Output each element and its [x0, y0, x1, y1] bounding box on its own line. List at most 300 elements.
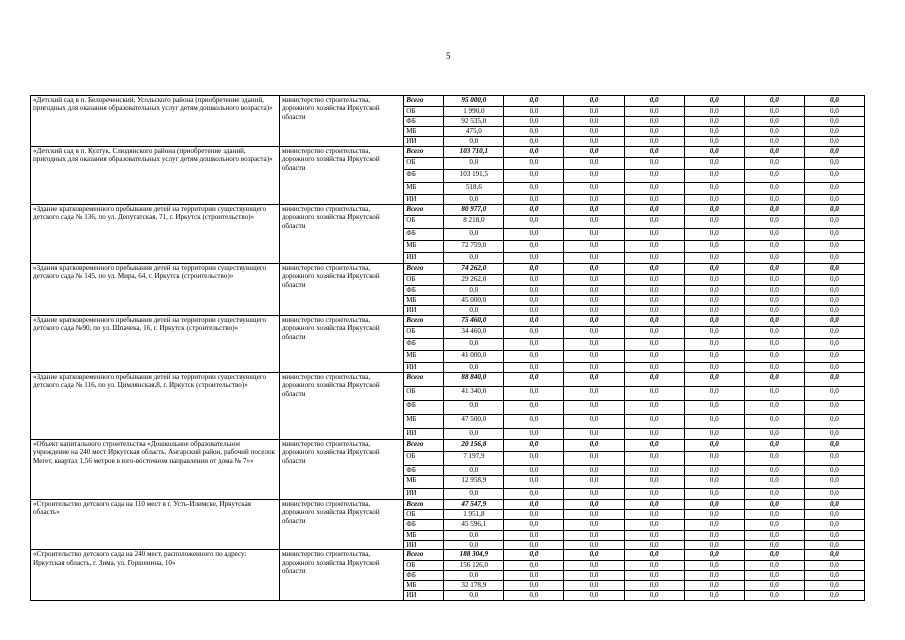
amount-cell: 0,0 [804, 117, 864, 127]
funding-source-cell: МБ [404, 183, 444, 195]
amount-cell: 0,0 [564, 327, 624, 339]
amount-cell: 0,0 [684, 466, 744, 476]
table-row [31, 96, 865, 107]
amount-cell: 0,0 [564, 205, 624, 216]
amount-cell: 0,0 [804, 195, 864, 205]
amount-cell: 0,0 [744, 229, 804, 241]
executor-cell: министерство строительства, дорожного хозяйства Иркутской области [279, 316, 403, 373]
executor-cell: министерство строительства, дорожного хозяйства Иркутской области [279, 264, 403, 316]
amount-cell: 0,0 [504, 264, 564, 275]
amount-cell: 0,0 [684, 339, 744, 351]
amount-cell: 92 535,0 [444, 117, 504, 127]
funding-source-cell: МБ [404, 415, 444, 429]
funding-source-cell: Всего [404, 264, 444, 275]
amount-cell: 0,0 [684, 510, 744, 520]
amount-cell: 0,0 [804, 591, 864, 601]
amount-cell: 0,0 [804, 205, 864, 216]
funding-source-cell: ФБ [404, 170, 444, 183]
funding-source-cell: Всего [404, 373, 444, 387]
amount-cell: 47 500,0 [444, 415, 504, 429]
amount-cell: 0,0 [564, 117, 624, 127]
amount-cell: 0,0 [504, 296, 564, 306]
amount-cell: 0,0 [804, 351, 864, 363]
amount-cell: 0,0 [684, 286, 744, 296]
amount-cell: 0,0 [564, 264, 624, 275]
amount-cell: 0,0 [684, 373, 744, 387]
amount-cell: 0,0 [444, 571, 504, 581]
amount-cell: 0,0 [744, 500, 804, 510]
amount-cell: 0,0 [564, 550, 624, 561]
amount-cell: 0,0 [804, 550, 864, 561]
amount-cell: 0,0 [444, 429, 504, 440]
amount-cell: 0,0 [624, 170, 684, 183]
amount-cell: 0,0 [624, 351, 684, 363]
table-row [31, 205, 865, 216]
amount-cell: 0,0 [564, 489, 624, 500]
amount-cell: 0,0 [504, 510, 564, 520]
funding-source-cell: Всего [404, 440, 444, 452]
amount-cell: 0,0 [564, 316, 624, 327]
funding-source-cell: ИИ [404, 541, 444, 550]
amount-cell: 0,0 [744, 581, 804, 591]
amount-cell: 0,0 [804, 158, 864, 170]
amount-cell: 0,0 [684, 205, 744, 216]
funding-source-cell: ФБ [404, 466, 444, 476]
amount-cell: 0,0 [624, 373, 684, 387]
funding-source-cell: Всего [404, 147, 444, 158]
amount-cell: 0,0 [744, 147, 804, 158]
amount-cell: 0,0 [744, 306, 804, 316]
amount-cell: 0,0 [624, 520, 684, 531]
amount-cell: 0,0 [804, 241, 864, 253]
table-row [31, 147, 865, 158]
amount-cell: 0,0 [684, 561, 744, 571]
amount-cell: 0,0 [804, 253, 864, 264]
funding-source-cell: МБ [404, 127, 444, 137]
amount-cell: 45 596,1 [444, 520, 504, 531]
amount-cell: 0,0 [624, 489, 684, 500]
amount-cell: 0,0 [564, 415, 624, 429]
amount-cell: 0,0 [504, 581, 564, 591]
amount-cell: 0,0 [804, 415, 864, 429]
amount-cell: 0,0 [504, 466, 564, 476]
object-name-cell: «Здание кратковременного пребывания детей на территории существующего детского сада № 116, по ул. Цимлянская,8, г. Иркутск (строительство)» [31, 373, 280, 440]
amount-cell: 0,0 [744, 476, 804, 489]
amount-cell: 0,0 [624, 147, 684, 158]
amount-cell: 0,0 [564, 253, 624, 264]
amount-cell: 0,0 [564, 107, 624, 117]
executor-cell: министерство строительства, дорожного хозяйства Иркутской области [279, 550, 403, 601]
amount-cell: 0,0 [504, 561, 564, 571]
amount-cell: 0,0 [744, 137, 804, 147]
amount-cell: 0,0 [624, 137, 684, 147]
table-row [31, 550, 865, 561]
amount-cell: 0,0 [684, 229, 744, 241]
amount-cell: 0,0 [684, 363, 744, 373]
amount-cell: 0,0 [684, 500, 744, 510]
amount-cell: 0,0 [504, 550, 564, 561]
amount-cell: 156 126,0 [444, 561, 504, 571]
amount-cell: 0,0 [744, 520, 804, 531]
amount-cell: 0,0 [564, 429, 624, 440]
amount-cell: 0,0 [684, 351, 744, 363]
object-name-cell: «Строительство детского сада на 110 мест в г. Усть-Илимске, Иркутская область» [31, 500, 280, 550]
amount-cell: 0,0 [624, 440, 684, 452]
amount-cell: 0,0 [804, 363, 864, 373]
amount-cell: 0,0 [684, 440, 744, 452]
funding-source-cell: МБ [404, 296, 444, 306]
amount-cell: 0,0 [744, 440, 804, 452]
amount-cell: 0,0 [804, 373, 864, 387]
amount-cell: 0,0 [624, 429, 684, 440]
amount-cell: 0,0 [564, 339, 624, 351]
amount-cell: 41 000,0 [444, 351, 504, 363]
amount-cell: 0,0 [744, 107, 804, 117]
amount-cell: 0,0 [744, 275, 804, 286]
funding-source-cell: Всего [404, 316, 444, 327]
amount-cell: 0,0 [564, 591, 624, 601]
amount-cell: 0,0 [744, 327, 804, 339]
amount-cell: 0,0 [804, 510, 864, 520]
amount-cell: 0,0 [804, 452, 864, 466]
amount-cell: 0,0 [684, 476, 744, 489]
amount-cell: 0,0 [444, 229, 504, 241]
amount-cell: 0,0 [804, 387, 864, 401]
amount-cell: 0,0 [684, 520, 744, 531]
amount-cell: 0,0 [504, 253, 564, 264]
amount-cell: 0,0 [504, 363, 564, 373]
funding-source-cell: ОБ [404, 452, 444, 466]
funding-source-cell: ИИ [404, 363, 444, 373]
amount-cell: 0,0 [624, 205, 684, 216]
amount-cell: 0,0 [624, 306, 684, 316]
amount-cell: 0,0 [564, 466, 624, 476]
amount-cell: 0,0 [564, 158, 624, 170]
amount-cell: 0,0 [804, 561, 864, 571]
amount-cell: 0,0 [804, 127, 864, 137]
amount-cell: 20 156,8 [444, 440, 504, 452]
amount-cell: 0,0 [504, 339, 564, 351]
amount-cell: 0,0 [744, 415, 804, 429]
amount-cell: 0,0 [564, 137, 624, 147]
funding-source-cell: ОБ [404, 107, 444, 117]
amount-cell: 0,0 [744, 170, 804, 183]
amount-cell: 0,0 [684, 591, 744, 601]
funding-source-cell: МБ [404, 241, 444, 253]
amount-cell: 0,0 [744, 241, 804, 253]
amount-cell: 0,0 [564, 275, 624, 286]
amount-cell: 0,0 [564, 373, 624, 387]
funding-source-cell: ИИ [404, 306, 444, 316]
amount-cell: 0,0 [804, 107, 864, 117]
amount-cell: 0,0 [504, 373, 564, 387]
amount-cell: 0,0 [624, 96, 684, 107]
funding-source-cell: МБ [404, 351, 444, 363]
amount-cell: 0,0 [564, 363, 624, 373]
amount-cell: 0,0 [684, 401, 744, 415]
amount-cell: 41 340,0 [444, 387, 504, 401]
amount-cell: 0,0 [444, 158, 504, 170]
amount-cell: 518,6 [444, 183, 504, 195]
object-name-cell: «Объект капитального строительства «Дошкольное образовательное учреждение на 240 мест Иркутская область, Ангарский район, рабочий поселок Мегет, квартал 1,56 метров в юго-восточном направлении от дома № 7»» [31, 440, 280, 500]
amount-cell: 0,0 [504, 351, 564, 363]
object-name-cell: «Здание кратковременного пребывания детей на территории существующего детского сада №90, по ул. Шпачека, 16, г. Иркутск (строительство)» [31, 316, 280, 373]
amount-cell: 0,0 [744, 591, 804, 601]
amount-cell: 0,0 [564, 571, 624, 581]
amount-cell: 1 990,0 [444, 107, 504, 117]
executor-cell: министерство строительства, дорожного хозяйства Иркутской области [279, 147, 403, 205]
amount-cell: 29 262,0 [444, 275, 504, 286]
amount-cell: 0,0 [804, 327, 864, 339]
amount-cell: 47 547,9 [444, 500, 504, 510]
amount-cell: 0,0 [744, 531, 804, 541]
amount-cell: 0,0 [504, 440, 564, 452]
amount-cell: 0,0 [684, 170, 744, 183]
executor-cell: министерство строительства, дорожного хозяйства Иркутской области [279, 373, 403, 440]
amount-cell: 74 262,0 [444, 264, 504, 275]
amount-cell: 0,0 [624, 117, 684, 127]
amount-cell: 0,0 [444, 541, 504, 550]
amount-cell: 475,0 [444, 127, 504, 137]
amount-cell: 0,0 [744, 561, 804, 571]
amount-cell: 0,0 [504, 452, 564, 466]
amount-cell: 0,0 [504, 571, 564, 581]
amount-cell: 0,0 [504, 275, 564, 286]
amount-cell: 0,0 [804, 531, 864, 541]
amount-cell: 8 218,0 [444, 216, 504, 229]
amount-cell: 0,0 [744, 571, 804, 581]
amount-cell: 0,0 [504, 591, 564, 601]
funding-source-cell: ИИ [404, 137, 444, 147]
amount-cell: 0,0 [444, 466, 504, 476]
amount-cell: 0,0 [504, 531, 564, 541]
amount-cell: 88 840,0 [444, 373, 504, 387]
object-name-cell: «Строительство детского сада на 240 мест, расположенного по адресу: Иркутская область, г. Зима, ул. Горшенина, 10» [31, 550, 280, 601]
amount-cell: 0,0 [804, 500, 864, 510]
amount-cell: 0,0 [744, 264, 804, 275]
amount-cell: 45 000,0 [444, 296, 504, 306]
amount-cell: 80 977,0 [444, 205, 504, 216]
amount-cell: 0,0 [624, 253, 684, 264]
amount-cell: 0,0 [444, 306, 504, 316]
funding-source-cell: ИИ [404, 591, 444, 601]
amount-cell: 0,0 [804, 264, 864, 275]
amount-cell: 0,0 [624, 216, 684, 229]
amount-cell: 0,0 [744, 205, 804, 216]
amount-cell: 0,0 [504, 127, 564, 137]
amount-cell: 0,0 [564, 401, 624, 415]
amount-cell: 0,0 [684, 253, 744, 264]
amount-cell: 0,0 [564, 561, 624, 571]
amount-cell: 34 460,0 [444, 327, 504, 339]
amount-cell: 188 304,9 [444, 550, 504, 561]
table-row [31, 264, 865, 275]
amount-cell: 0,0 [504, 541, 564, 550]
amount-cell: 0,0 [624, 327, 684, 339]
funding-source-cell: ИИ [404, 429, 444, 440]
amount-cell: 0,0 [804, 147, 864, 158]
amount-cell: 0,0 [624, 387, 684, 401]
amount-cell: 0,0 [444, 195, 504, 205]
amount-cell: 1 951,8 [444, 510, 504, 520]
amount-cell: 0,0 [564, 387, 624, 401]
funding-source-cell: ФБ [404, 117, 444, 127]
object-name-cell: «Детский сад в п. Култук, Слюдянского района (приобретение зданий, пригодных для оказания образовательных услуг детям дошкольного возраста)» [31, 147, 280, 205]
amount-cell: 0,0 [564, 476, 624, 489]
table-row [31, 316, 865, 327]
amount-cell: 0,0 [624, 550, 684, 561]
amount-cell: 0,0 [744, 373, 804, 387]
amount-cell: 0,0 [684, 127, 744, 137]
amount-cell: 0,0 [744, 541, 804, 550]
amount-cell: 0,0 [684, 275, 744, 286]
amount-cell: 0,0 [744, 339, 804, 351]
amount-cell: 0,0 [444, 253, 504, 264]
amount-cell: 0,0 [624, 286, 684, 296]
amount-cell: 0,0 [744, 387, 804, 401]
amount-cell: 0,0 [744, 429, 804, 440]
amount-cell: 0,0 [684, 429, 744, 440]
funding-source-cell: ИИ [404, 253, 444, 264]
amount-cell: 0,0 [804, 466, 864, 476]
amount-cell: 0,0 [504, 520, 564, 531]
amount-cell: 0,0 [744, 117, 804, 127]
amount-cell: 0,0 [504, 158, 564, 170]
funding-source-cell: Всего [404, 550, 444, 561]
amount-cell: 0,0 [684, 96, 744, 107]
amount-cell: 103 191,5 [444, 170, 504, 183]
funding-source-cell: ОБ [404, 327, 444, 339]
amount-cell: 0,0 [804, 275, 864, 286]
amount-cell: 0,0 [624, 571, 684, 581]
amount-cell: 0,0 [564, 127, 624, 137]
amount-cell: 0,0 [804, 520, 864, 531]
amount-cell: 72 759,0 [444, 241, 504, 253]
amount-cell: 0,0 [444, 363, 504, 373]
amount-cell: 0,0 [684, 452, 744, 466]
amount-cell: 0,0 [804, 96, 864, 107]
funding-source-cell: ОБ [404, 510, 444, 520]
amount-cell: 7 197,9 [444, 452, 504, 466]
amount-cell: 0,0 [624, 401, 684, 415]
object-name-cell: «Здания кратковременного пребывания детей на территории существующего детского сада № 145, по ул. Мира, 64, г. Иркутск (строительство)» [31, 264, 280, 316]
amount-cell: 95 000,0 [444, 96, 504, 107]
amount-cell: 0,0 [504, 205, 564, 216]
executor-cell: министерство строительства, дорожного хозяйства Иркутской области [279, 440, 403, 500]
amount-cell: 0,0 [624, 531, 684, 541]
amount-cell: 0,0 [564, 286, 624, 296]
amount-cell: 0,0 [804, 306, 864, 316]
amount-cell: 0,0 [624, 363, 684, 373]
amount-cell: 0,0 [444, 137, 504, 147]
funding-source-cell: ОБ [404, 561, 444, 571]
amount-cell: 0,0 [564, 296, 624, 306]
amount-cell: 0,0 [564, 170, 624, 183]
funding-source-cell: МБ [404, 581, 444, 591]
amount-cell: 0,0 [564, 351, 624, 363]
amount-cell: 0,0 [744, 550, 804, 561]
amount-cell: 0,0 [624, 296, 684, 306]
amount-cell: 0,0 [564, 306, 624, 316]
amount-cell: 0,0 [504, 241, 564, 253]
amount-cell: 0,0 [804, 339, 864, 351]
table-row [31, 440, 865, 452]
amount-cell: 0,0 [624, 500, 684, 510]
amount-cell: 0,0 [624, 415, 684, 429]
amount-cell: 0,0 [444, 286, 504, 296]
amount-cell: 0,0 [684, 216, 744, 229]
amount-cell: 0,0 [684, 147, 744, 158]
amount-cell: 0,0 [684, 387, 744, 401]
funding-source-cell: ФБ [404, 571, 444, 581]
amount-cell: 0,0 [744, 489, 804, 500]
amount-cell: 32 178,9 [444, 581, 504, 591]
funding-source-cell: ОБ [404, 216, 444, 229]
amount-cell: 0,0 [564, 147, 624, 158]
amount-cell: 0,0 [624, 107, 684, 117]
amount-cell: 0,0 [804, 401, 864, 415]
amount-cell: 0,0 [684, 571, 744, 581]
amount-cell: 0,0 [564, 581, 624, 591]
amount-cell: 0,0 [504, 286, 564, 296]
amount-cell: 0,0 [804, 476, 864, 489]
amount-cell: 0,0 [564, 216, 624, 229]
amount-cell: 0,0 [744, 296, 804, 306]
amount-cell: 0,0 [504, 327, 564, 339]
funding-source-cell: ОБ [404, 387, 444, 401]
amount-cell: 0,0 [564, 241, 624, 253]
object-name-cell: «Детский сад в п. Белореченский, Усольского района (приобретение зданий, пригодных для оказания образовательных услуг детям дошкольного возраста)» [31, 96, 280, 147]
amount-cell: 0,0 [444, 401, 504, 415]
amount-cell: 0,0 [624, 229, 684, 241]
amount-cell: 0,0 [684, 107, 744, 117]
funding-source-cell: ФБ [404, 339, 444, 351]
amount-cell: 0,0 [804, 581, 864, 591]
amount-cell: 0,0 [624, 476, 684, 489]
funding-source-cell: МБ [404, 531, 444, 541]
amount-cell: 0,0 [744, 183, 804, 195]
amount-cell: 0,0 [744, 452, 804, 466]
amount-cell: 75 460,0 [444, 316, 504, 327]
amount-cell: 0,0 [804, 216, 864, 229]
amount-cell: 0,0 [504, 306, 564, 316]
amount-cell: 0,0 [684, 316, 744, 327]
budget-table [30, 95, 865, 601]
amount-cell: 0,0 [744, 195, 804, 205]
amount-cell: 0,0 [804, 183, 864, 195]
funding-source-cell: ФБ [404, 229, 444, 241]
amount-cell: 0,0 [624, 183, 684, 195]
amount-cell: 0,0 [504, 96, 564, 107]
amount-cell: 0,0 [684, 531, 744, 541]
amount-cell: 0,0 [564, 510, 624, 520]
page-number: 5 [446, 51, 451, 61]
amount-cell: 0,0 [684, 581, 744, 591]
amount-cell: 0,0 [804, 137, 864, 147]
amount-cell: 0,0 [804, 541, 864, 550]
funding-source-cell: ОБ [404, 158, 444, 170]
amount-cell: 0,0 [684, 241, 744, 253]
amount-cell: 0,0 [564, 520, 624, 531]
amount-cell: 0,0 [744, 363, 804, 373]
amount-cell: 0,0 [684, 541, 744, 550]
executor-cell: министерство строительства, дорожного хозяйства Иркутской области [279, 96, 403, 147]
amount-cell: 0,0 [804, 229, 864, 241]
table-row [31, 500, 865, 510]
amount-cell: 0,0 [744, 286, 804, 296]
amount-cell: 0,0 [504, 229, 564, 241]
amount-cell: 0,0 [684, 306, 744, 316]
